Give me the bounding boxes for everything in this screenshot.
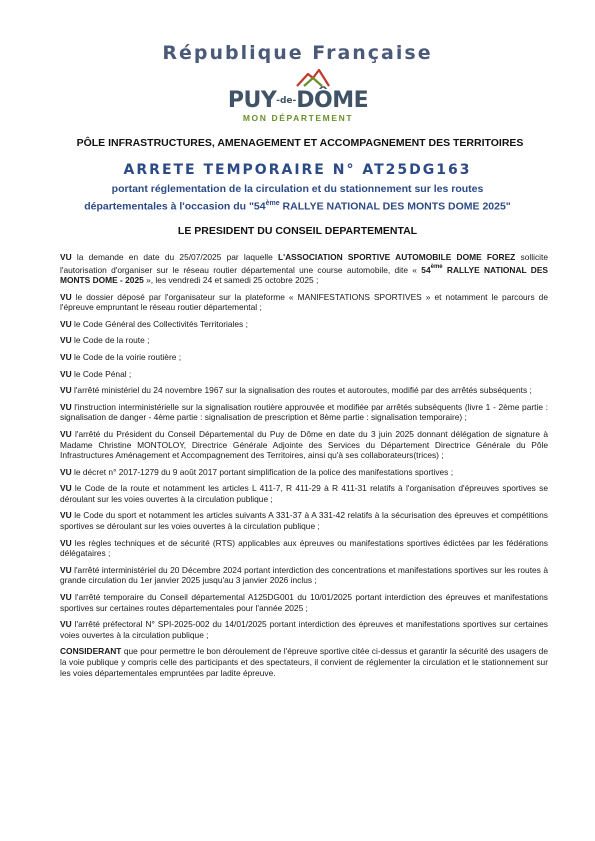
logo-word-de: -de-: [276, 96, 297, 106]
clause-keyword: VU: [60, 564, 72, 575]
mountain-icon: [296, 66, 330, 88]
clause-text: le Code de la voirie routière ;: [71, 351, 182, 362]
clause-keyword: VU: [60, 252, 72, 262]
clause-keyword: VU: [60, 537, 72, 548]
clause-text: le Code Pénal ;: [71, 368, 132, 379]
president-heading: LE PRESIDENT DU CONSEIL DEPARTEMENTAL: [177, 225, 418, 237]
decree-number: ARRETE TEMPORAIRE N° AT25DG163: [123, 162, 472, 178]
clauses-list: [60, 252, 548, 684]
rally-name: RALLYE NATIONAL DES MONTS DOME - 2025: [60, 264, 548, 285]
clause-keyword: VU: [60, 510, 72, 521]
clause-text: les règles techniques et de sécurité (RTS) applicables aux épreuves ou manifestations sportives édictées par les fédérations délégataires ;: [60, 537, 548, 559]
clause-keyword: VU: [60, 335, 72, 346]
clause-text: le Code de la route et notamment les articles L 411-7, R 411-29 à R 411-31 relatifs à l'organisation d'épreuves sportives se déroulant sur les voies ouvertes à la circulation publique ;: [60, 483, 548, 504]
logo-word-puy: PUY: [227, 88, 277, 113]
clause-keyword: VU: [60, 428, 72, 439]
clause-keyword: VU: [60, 483, 72, 494]
clause-code-penal: [60, 369, 548, 380]
clause-text: », les vendredi 24 et samedi 25 octobre 2025 ;: [143, 274, 319, 285]
republic-heading: République Française: [162, 42, 433, 64]
clause-interministeriel: [60, 565, 548, 586]
clause-rts: [60, 538, 548, 559]
clause-delegation: [60, 429, 548, 461]
clause-keyword: VU: [60, 291, 72, 302]
clause-dossier: [60, 292, 548, 313]
clause-text: la demande en date du 25/07/2025 par laquelle: [71, 252, 279, 262]
logo-tagline: MON DÉPARTEMENT: [242, 113, 354, 123]
clause-text: l'arrêté temporaire du Conseil départemental A125DG001 du 10/01/2025 portant interdiction des épreuves et manifestations sportives sur certaines routes départementales pour l'année 2025 ;: [60, 592, 548, 613]
subject-line2-end: RALLYE NATIONAL DES MONTS DOME 2025": [279, 200, 511, 212]
clause-text: l'arrêté ministériel du 24 novembre 1967 sur la signalisation des routes et autoroutes, modifié par des arrêtés subséquents ;: [71, 385, 532, 396]
subject-line2-sup: ème: [265, 199, 280, 207]
clause-text: l'arrêté préfectoral N° SPI-2025-002 du 14/01/2025 portant interdiction des épreuves et manifestations sportives sur certaines voies ouvertes à la circulation publique ;: [60, 619, 548, 640]
clause-text: l'arrêté du Président du Conseil Départemental du Puy de Dôme en date du 3 juin 2025 donnant délégation de signature à Madame Christine MONTOLOY, Directrice Générale Adjointe des Services du Département Directrice Générale du Pôle Infrastructures Aménagement et Accompagnement des Territoires, ainsi qu'à ses collaborateurs(trices) ;: [60, 428, 548, 461]
clause-keyword: VU: [60, 368, 72, 379]
clause-text: que pour permettre le bon déroulement de l'épreuve sportive citée ci-dessus et garantir la sécurité des usagers de la voie publique y compris celle des participants et des spectateurs, il convient de réglementer la circulation et le stationnement sur les voies départementales empruntées par ladite épreuve.: [60, 646, 548, 678]
clause-text: le Code du sport et notamment les articles suivants A 331-37 à A 331-42 relatifs à la sécurisation des épreuves et compétitions sportives se déroulant sur les voies ouvertes à la circulation publique ;: [60, 510, 548, 532]
clause-keyword: VU: [60, 385, 72, 396]
clause-text: l'instruction interministérielle sur la signalisation routière approuvée et modifiée par arrêtés subséquents (livre 1 - 2ème partie : signalisation de danger - 4ème partie : signalisation de prescription et 8ème partie : signalisation temporaire) ;: [60, 401, 548, 423]
clause-keyword: VU: [60, 466, 72, 477]
logo-word-dome: DÔME: [296, 88, 369, 113]
clause-prefectoral: [60, 619, 548, 640]
clause-decret-2017: [60, 467, 548, 478]
clause-instruction: [60, 402, 548, 423]
clause-text: le dossier déposé par l'organisateur sur la plateforme « MANIFESTATIONS SPORTIVES » et notamment le parcours de l'épreuve empruntant le réseau routier départemental ;: [60, 291, 548, 313]
rally-edition: 54: [421, 264, 431, 275]
clause-keyword: VU: [60, 592, 72, 603]
clause-keyword: CONSIDERANT: [60, 646, 122, 657]
clause-arrete-1967: [60, 385, 548, 396]
clause-code-sport: [60, 510, 548, 531]
clause-text: sollicite l'autorisation d'organiser sur le réseau routier départemental une course automobile, dite «: [60, 252, 548, 275]
association-name: L'ASSOCIATION SPORTIVE AUTOMOBILE DOME FOREZ: [278, 252, 516, 262]
clause-code-voirie: [60, 352, 548, 363]
decree-subject: [40, 183, 555, 214]
decree-subject-line2: [40, 197, 555, 214]
clause-keyword: VU: [60, 401, 72, 412]
clause-considerant: [60, 646, 548, 678]
clause-request: [60, 252, 548, 286]
clause-keyword: VU: [60, 351, 72, 362]
clause-keyword: VU: [60, 318, 72, 329]
logo-wordmark: [218, 88, 378, 113]
clause-text: le décret n° 2017-1279 du 9 août 2017 portant simplification de la police des manifestations sportives ;: [71, 466, 454, 477]
clause-code-route: [60, 335, 548, 346]
clause-text: le Code de la route ;: [71, 335, 150, 346]
rally-edition-sup: ème: [430, 264, 443, 271]
clause-cgct: [60, 319, 548, 330]
subject-line2-start: départementales à l'occasion du "54: [84, 200, 266, 212]
clause-text: le Code Général des Collectivités Territoriales ;: [71, 318, 248, 329]
department-pole: PÔLE INFRASTRUCTURES, AMENAGEMENT ET ACCOMPAGNEMENT DES TERRITOIRES: [76, 137, 524, 149]
puy-de-dome-logo: [218, 66, 378, 128]
decree-subject-line1: portant réglementation de la circulation et du stationnement sur les routes: [111, 183, 484, 195]
clause-keyword: VU: [60, 619, 72, 630]
clause-code-route-articles: [60, 483, 548, 504]
clause-arrete-temporaire: [60, 592, 548, 613]
clause-text: l'arrêté interministériel du 20 Décembre 2024 portant interdiction des concentrations et manifestations sportives sur les routes à grande circulation du 1er janvier 2025 jusqu'au 3 janvier 2026 inclus ;: [60, 564, 548, 586]
